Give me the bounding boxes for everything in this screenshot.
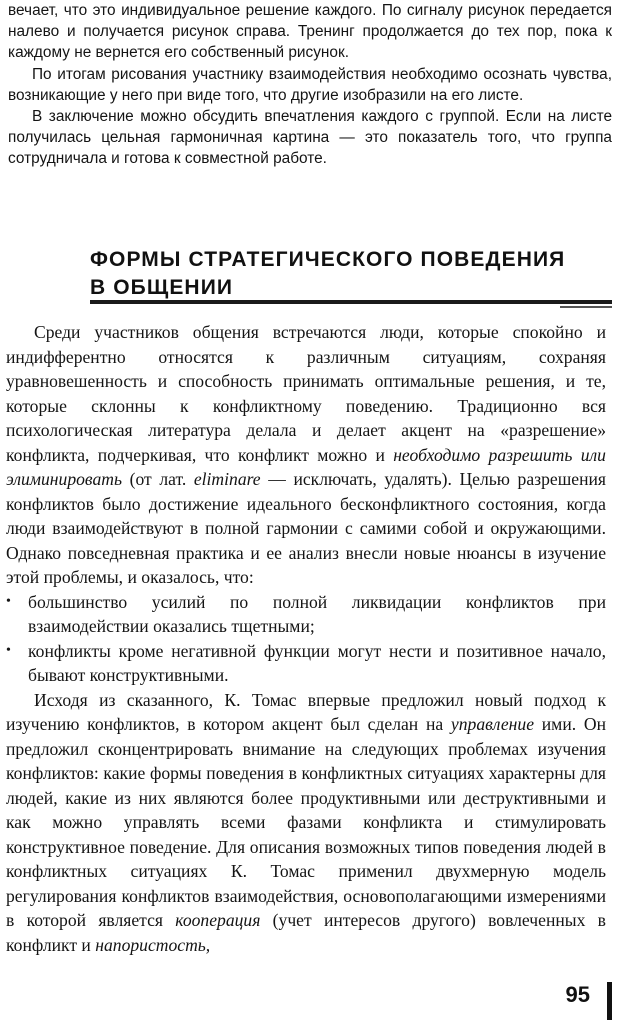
body-p1-text-a: Среди участников общения встречаются люди, которые спокойно и индифферентно относятся к различным ситуациям, сохраняя уравновешенность и способность принимать оптимальные решения, и те, которые склонны к конфликтному поведению. Традиционно вся психологическая литература делала и делает акцент на «разрешение» конфликта, подчеркивая, что конфликт можно и [6,322,606,465]
intro-text [8,0,612,170]
section-heading [90,246,610,302]
body-text [6,320,606,957]
section-heading-line-2: В ОБЩЕНИИ [90,276,234,299]
body-p1-text-b: (от лат. [121,469,194,489]
heading-rule [90,300,612,304]
body-p1-text-c: — исключать, удалять). Целью разрешения конфликтов было достижение идеального бесконфликтного состояния, когда люди взаимодействуют в полной гармонии с самими собой и окружающими. Однако повседневная практика и ее анализ внесли новые нюансы в изучение этой проблемы, и оказалось, что: [6,469,606,587]
intro-paragraph-2: По итогам рисования участнику взаимодействия необходимо осознать чувства, возникающие у него при виде того, что другие изобразили на его листе. [8,65,612,104]
body-paragraph-1 [6,320,606,590]
body-p1-emphasis-2: eliminare [193,469,261,489]
body-p2-emphasis-1: управление [450,714,535,734]
bullet-icon: • [6,642,11,658]
page-number: 95 [565,982,590,1007]
body-p2-text-a: Исходя из сказанного, К. Томас впервые предложил новый подход к изучению конфликтов, в котором акцент был сделан на [6,689,606,734]
body-p1-emphasis-1: необходимо разрешить или элиминировать [6,444,606,489]
bullet-item-2-text: конфликты кроме негативной функции могут нести и позитивное начало, бывают конструктивными. [28,640,606,685]
body-p2-text-c: (учет интересов другого) вовлеченных в конфликт и [6,910,606,955]
bullet-list [6,590,606,688]
intro-paragraph-3: В заключение можно обсудить впечатления каждого с группой. Если на листе получилась цельная гармоничная картина — это показатель того, что группа сотрудничала и готова к совместной работе. [8,108,612,168]
section-heading-line-1: ФОРМЫ СТРАТЕГИЧЕСКОГО ПОВЕДЕНИЯ [90,248,566,271]
bullet-icon: • [6,593,11,609]
bullet-item-1-text: большинство усилий по полной ликвидации конфликтов при взаимодействии оказались тщетными; [28,591,606,636]
body-p2-emphasis-3: напористость, [95,934,211,955]
thumb-index-bar [607,982,612,1020]
bullet-item-1 [6,590,606,639]
body-p2-emphasis-2: кооперация [175,910,261,930]
bullet-item-2 [6,639,606,688]
intro-paragraph-1: вечает, что это индивидуальное решение каждого. По сигналу рисунок передается налево и получается рисунок справа. Тренинг продолжается до тех пор, пока к каждому не вернется его собственный рисунок. [8,2,612,62]
body-paragraph-2 [6,688,606,958]
heading-rule-shadow [560,306,612,308]
body-p2-text-b: ими. Он предложил сконцентрировать внимание на следующих проблемах изучения конфликтов: какие формы поведения в конфликтных ситуациях характерны для людей, какие из них являются более продуктивными или деструктивными и как можно управлять всеми фазами конфликта и стимулировать конструктивное поведение. Для описания возможных типов поведения людей в конфликтных ситуациях К. Томас применил двухмерную модель регулирования конфликтов взаимодействия, основополагающими измерениями в которой является [6,714,606,930]
